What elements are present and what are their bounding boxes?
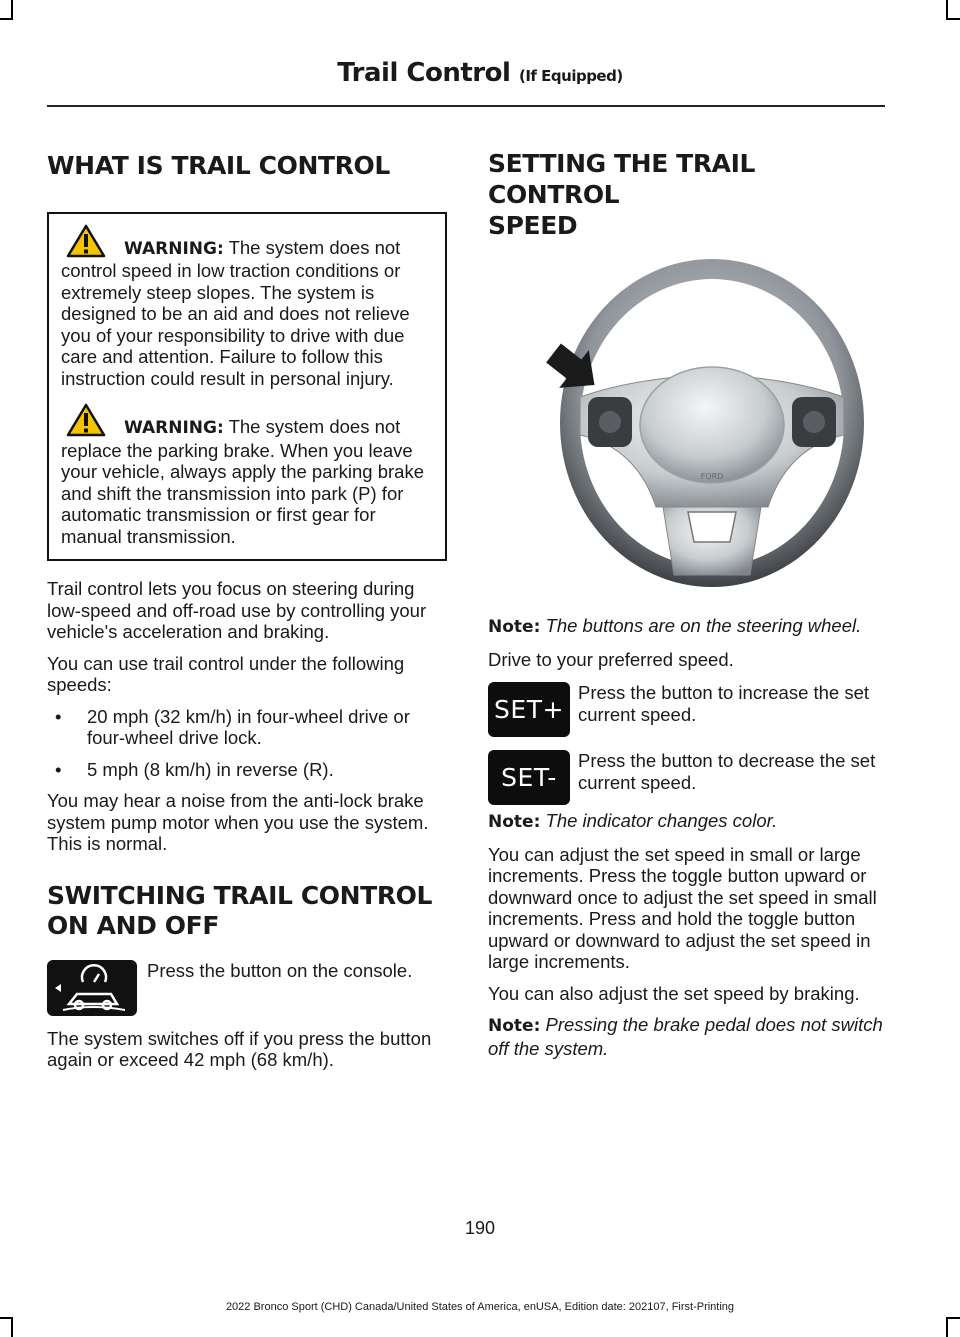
set-minus-instruction: Press the button to decrease the set current speed. (578, 750, 876, 793)
set-plus-instruction: Press the button to increase the set current speed. (578, 682, 870, 725)
section-heading-switching (47, 881, 447, 942)
list-item: • 20 mph (32 km/h) in four-wheel drive or four-wheel drive lock. (47, 706, 447, 749)
heading-line: SWITCHING TRAIL CONTROL (47, 880, 433, 910)
note-text: The buttons are on the steering wheel. (540, 615, 862, 636)
list-item: • 5 mph (8 km/h) in reverse (R). (47, 759, 447, 781)
header-rule (47, 105, 885, 107)
crop-mark (11, 1317, 13, 1337)
note-label: Note: (488, 812, 541, 832)
note-indicator (488, 810, 884, 834)
heading-line: ON AND OFF (47, 911, 220, 940)
warning-label: WARNING: (124, 418, 224, 438)
noise-paragraph: You may hear a noise from the anti-lock brake system pump motor when you use the system. This is normal. (47, 790, 429, 854)
page-header (0, 58, 960, 88)
page-footer: 2022 Bronco Sport (CHD) Canada/United States of America, enUSA, Edition date: 202107, First-Printing (225, 1301, 735, 1313)
crop-mark (11, 0, 13, 20)
right-column (488, 148, 884, 1059)
set-plus-button-icon: SET+ (488, 682, 570, 737)
crop-mark (946, 0, 948, 20)
section-heading-what-is: WHAT IS TRAIL CONTROL (47, 151, 390, 180)
steering-wheel-icon (488, 257, 884, 597)
crop-mark (946, 1317, 948, 1337)
warning-box (47, 212, 447, 562)
header-title: Trail Control (337, 58, 511, 88)
heading-line: SPEED (488, 211, 578, 240)
crop-mark (946, 18, 960, 20)
set-minus-button-icon: SET- (488, 750, 570, 805)
console-button-row (47, 960, 447, 1016)
console-instruction: Press the button on the console. (147, 959, 413, 981)
warning-label: WARNING: (124, 238, 224, 259)
set-plus-row (488, 682, 884, 738)
crop-mark (946, 1317, 960, 1319)
note-label: Note: (488, 1016, 541, 1036)
note-buttons (488, 615, 884, 639)
note-text: The indicator changes color. (540, 810, 778, 831)
speeds-paragraph: You can use trail control under the following speeds: (47, 652, 405, 695)
braking-paragraph: You can also adjust the set speed by braking. (488, 982, 860, 1004)
note-brake-pedal (488, 1014, 884, 1059)
wheel-badge: FORD (700, 472, 724, 481)
set-minus-row (488, 750, 884, 806)
intro-paragraph: Trail control lets you focus on steering during low-speed and off-road use by controlling your vehicle's acceleration and braking. (47, 578, 427, 642)
warning-item (61, 224, 437, 390)
page-number: 190 (464, 1218, 496, 1238)
note-label: Note: (488, 617, 541, 637)
warning-item (61, 403, 437, 547)
switch-off-paragraph: The system switches off if you press the button again or exceed 42 mph (68 km/h). (47, 1027, 432, 1070)
warning-text: The system does not replace the parking brake. When you leave your vehicle, always apply the parking brake and shift the transmission into park (P) for automatic transmission or first gear for manual transmission. (61, 416, 424, 547)
heading-line: SETTING THE TRAIL CONTROL (488, 149, 756, 209)
left-column (47, 148, 447, 1071)
warning-text: The system does not control speed in low traction conditions or extremely steep slopes. The system is designed to be an aid and does not relieve you of your responsibility to drive with due care and attention. Failure to follow this instruction could result in personal injury. (61, 236, 410, 389)
header-subtitle: (If Equipped) (518, 67, 623, 85)
trail-control-button-icon (47, 960, 137, 1016)
increments-paragraph: You can adjust the set speed in small or large increments. Press the toggle button upward or downward once to adjust the set speed in small increments. Press and hold the toggle button upward or downward to adjust the set speed in large increments. (488, 843, 877, 972)
note-text: Pressing the brake pedal does not switch off the system. (488, 1014, 883, 1059)
drive-paragraph: Drive to your preferred speed. (488, 648, 734, 670)
crop-mark (0, 18, 13, 20)
crop-mark (0, 1317, 13, 1319)
warning-triangle-icon (66, 403, 106, 437)
section-heading-setting (488, 148, 884, 241)
steering-wheel-image (488, 257, 884, 597)
warning-triangle-icon (66, 224, 106, 258)
speed-list (47, 706, 447, 781)
